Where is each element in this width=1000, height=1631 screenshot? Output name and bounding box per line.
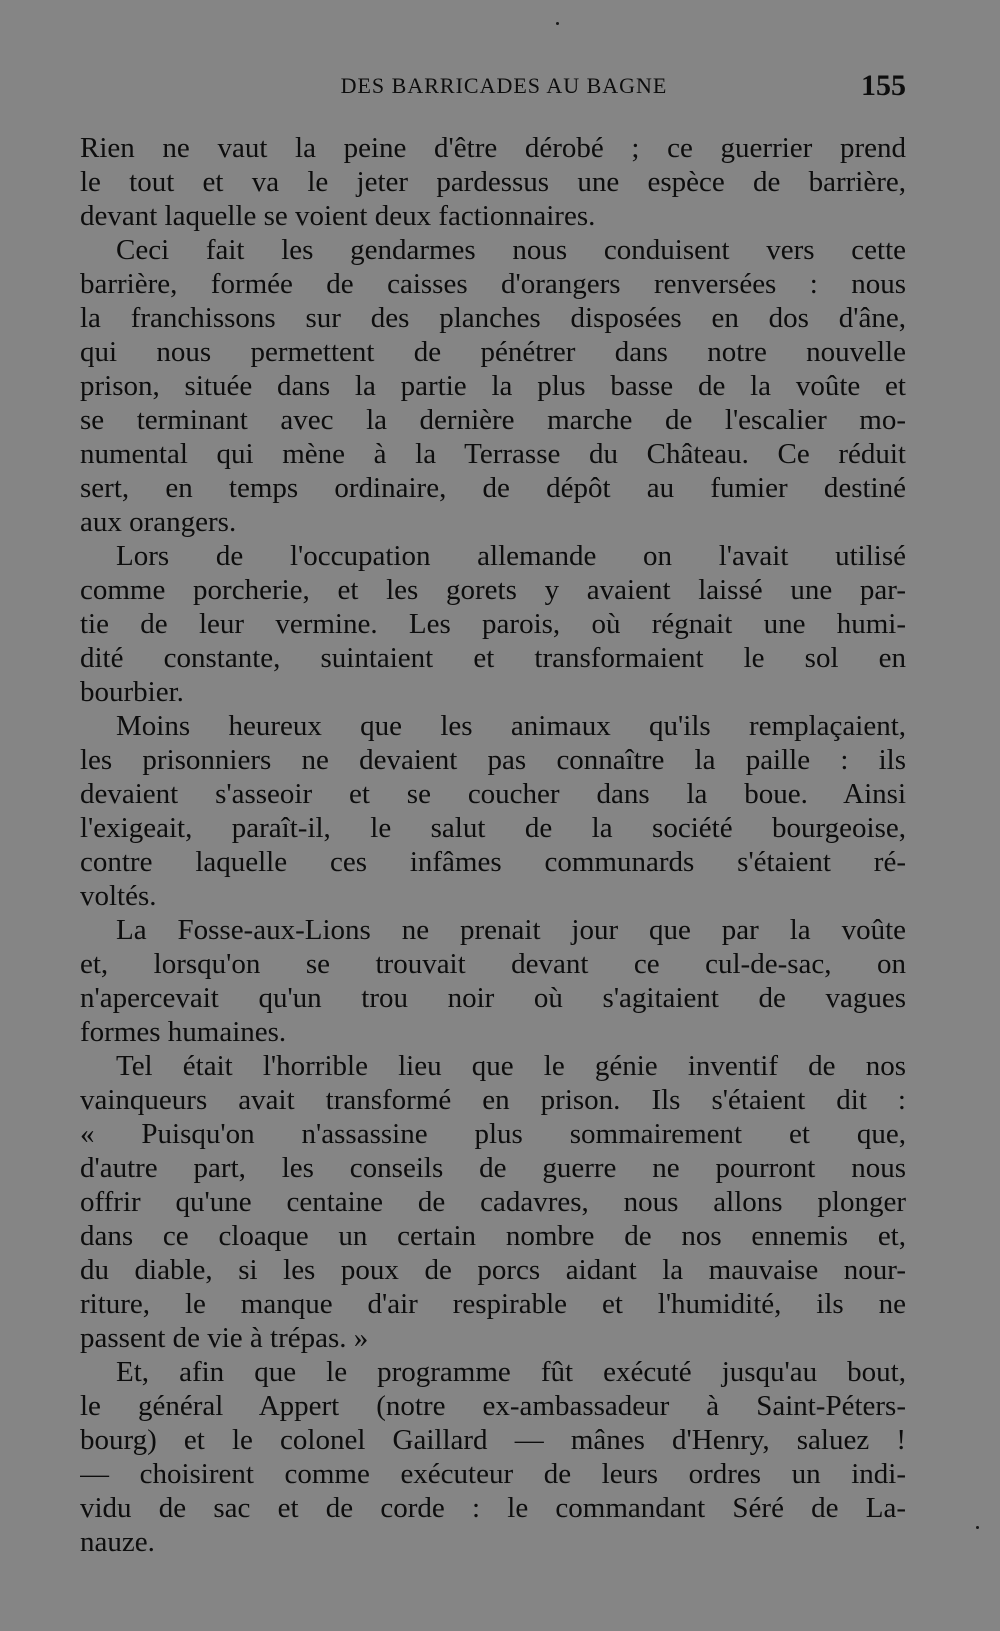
running-title: DES BARRICADES AU BAGNE <box>340 73 668 98</box>
text-line: La Fosse-aux-Lions ne prenait jour que par la voûte <box>116 914 906 946</box>
text-line: voltés. <box>80 880 157 912</box>
text-line: bourg) et le colonel Gaillard — mânes d'Henry, saluez ! <box>80 1424 906 1456</box>
paragraph <box>80 539 906 709</box>
text-line: — choisirent comme exécuteur de leurs ordres un indi- <box>80 1458 906 1490</box>
text-line: vidu de sac et de corde : le commandant Séré de La- <box>80 1492 906 1524</box>
text-line: Moins heureux que les animaux qu'ils remplaçaient, <box>116 710 906 742</box>
text-line: tie de leur vermine. Les parois, où régnait une humi- <box>80 608 906 640</box>
running-header <box>80 66 908 106</box>
text-line: du diable, si les poux de porcs aidant la mauvaise nour- <box>80 1254 906 1286</box>
text-line: vainqueurs avait transformé en prison. Ils s'étaient dit : <box>80 1084 906 1116</box>
text-line: barrière, formée de caisses d'orangers renversées : nous <box>80 268 906 300</box>
text-line: numental qui mène à la Terrasse du Château. Ce réduit <box>80 438 906 470</box>
text-line: d'autre part, les conseils de guerre ne pourront nous <box>80 1152 906 1184</box>
text-line: formes humaines. <box>80 1016 287 1048</box>
text-line: les prisonniers ne devaient pas connaître la paille : ils <box>80 744 906 776</box>
page-number: 155 <box>861 69 906 102</box>
body-text <box>80 131 906 1559</box>
print-speck <box>556 22 559 25</box>
text-line: offrir qu'une centaine de cadavres, nous allons plonger <box>80 1186 906 1218</box>
text-line: le général Appert (notre ex-ambassadeur à Saint-Péters- <box>80 1390 906 1422</box>
text-line: aux orangers. <box>80 506 237 538</box>
text-line: Ceci fait les gendarmes nous conduisent vers cette <box>116 234 906 266</box>
text-line: prison, située dans la partie la plus basse de la voûte et <box>80 370 906 402</box>
text-line: dité constante, suintaient et transformaient le sol en <box>80 642 906 674</box>
print-speck <box>976 1526 979 1529</box>
paragraph <box>80 1049 906 1355</box>
text-line: n'apercevait qu'un trou noir où s'agitaient de vagues <box>80 982 906 1014</box>
text-line: l'exigeait, paraît-il, le salut de la société bourgeoise, <box>80 812 906 844</box>
text-line: Tel était l'horrible lieu que le génie inventif de nos <box>116 1050 906 1082</box>
text-line: devaient s'asseoir et se coucher dans la boue. Ainsi <box>80 778 906 810</box>
text-line: Lors de l'occupation allemande on l'avait utilisé <box>116 540 906 572</box>
text-line: sert, en temps ordinaire, de dépôt au fumier destiné <box>80 472 906 504</box>
text-line: le tout et va le jeter pardessus une espèce de barrière, <box>80 166 906 198</box>
paragraph <box>80 913 906 1049</box>
text-line: la franchissons sur des planches disposées en dos d'âne, <box>80 302 906 334</box>
text-line: dans ce cloaque un certain nombre de nos ennemis et, <box>80 1220 906 1252</box>
text-line: comme porcherie, et les gorets y avaient laissé une par- <box>80 574 906 606</box>
text-line: se terminant avec la dernière marche de l'escalier mo- <box>80 404 906 436</box>
text-line: « Puisqu'on n'assassine plus sommairement et que, <box>80 1118 906 1150</box>
text-line: et, lorsqu'on se trouvait devant ce cul-de-sac, on <box>80 948 906 980</box>
text-line: nauze. <box>80 1526 155 1558</box>
text-line: contre laquelle ces infâmes communards s'étaient ré- <box>80 846 906 878</box>
text-line: Rien ne vaut la peine d'être dérobé ; ce guerrier prend <box>80 132 906 164</box>
paragraph <box>80 233 906 539</box>
text-line: passent de vie à trépas. » <box>80 1322 369 1354</box>
text-line: riture, le manque d'air respirable et l'humidité, ils ne <box>80 1288 906 1320</box>
text-line: Et, afin que le programme fût exécuté jusqu'au bout, <box>116 1356 906 1388</box>
paragraph <box>80 1355 906 1559</box>
text-line: bourbier. <box>80 676 184 708</box>
text-line: qui nous permettent de pénétrer dans notre nouvelle <box>80 336 906 368</box>
paragraph <box>80 709 906 913</box>
paragraph <box>80 131 906 233</box>
text-line: devant laquelle se voient deux factionnaires. <box>80 200 596 232</box>
